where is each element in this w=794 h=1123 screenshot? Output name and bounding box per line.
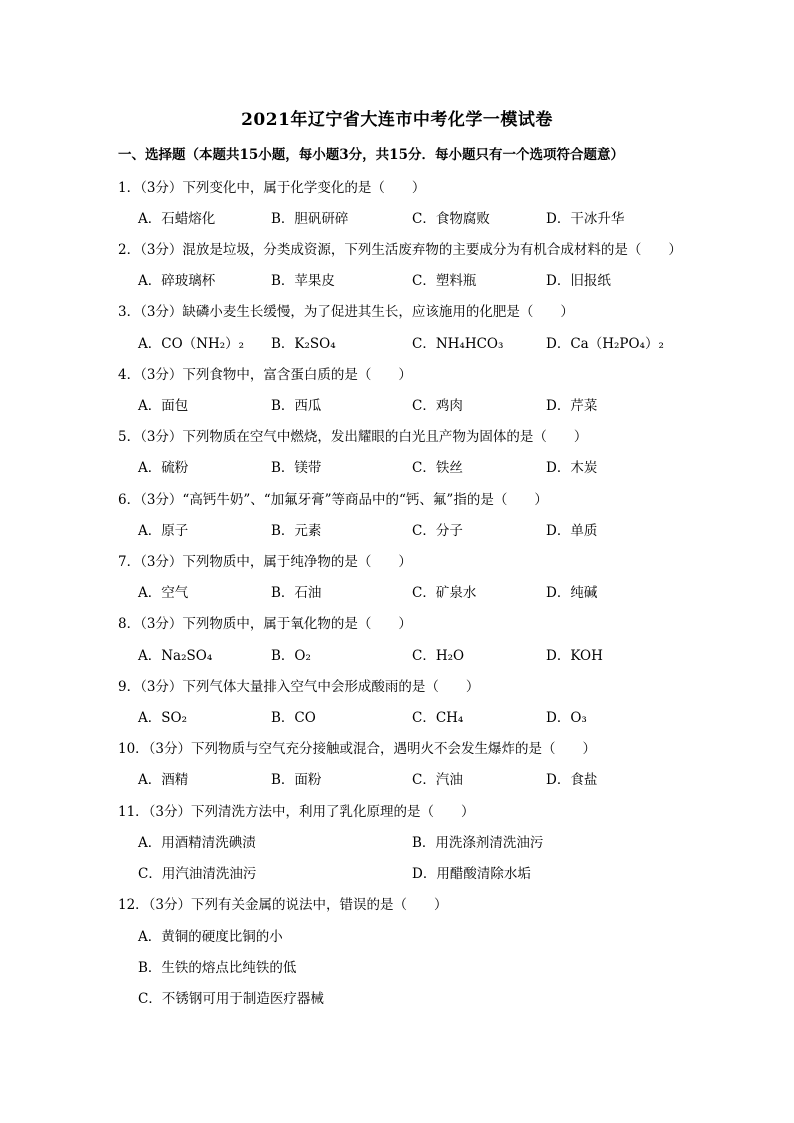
option-c: C．汽油	[412, 772, 463, 788]
question-9-options	[138, 706, 698, 726]
option-b: B．苹果皮	[271, 273, 335, 289]
option-a: A．CO（NH₂）₂	[138, 336, 245, 352]
question-7-options	[138, 581, 698, 601]
option-a: A．SO₂	[138, 710, 187, 726]
option-c: C．NH₄HCO₃	[412, 336, 504, 352]
option-c: C．CH₄	[412, 710, 464, 726]
question-5-options	[138, 456, 698, 476]
option-c: C．不锈钢可用于制造医疗器械	[138, 991, 324, 1007]
option-d: D．O₃	[546, 710, 587, 726]
option-d: D．Ca（H₂PO₄）₂	[546, 336, 664, 352]
option-d: D．食盐	[546, 772, 598, 788]
question-10-options	[138, 768, 698, 788]
question-2: 2．（3分）混放是垃圾，分类成资源，下列生活废弃物的主要成分为有机合成材料的是（ ）	[118, 242, 682, 258]
option-c: C．H₂O	[412, 648, 465, 664]
option-d: D．纯碱	[546, 585, 598, 601]
question-1-options	[138, 207, 698, 227]
question-11-options-row-1	[138, 831, 698, 851]
option-c: C．用汽油清洗油污	[138, 866, 257, 882]
question-5: 5．（3分）下列物质在空气中燃烧，发出耀眼的白光且产物为固体的是（ ）	[118, 429, 588, 445]
question-8: 8．（3分）下列物质中，属于氧化物的是（ ）	[118, 616, 412, 632]
question-11: 11．（3分）下列清洗方法中，利用了乳化原理的是（ ）	[118, 804, 475, 820]
option-b: B．生铁的熔点比纯铁的低	[138, 960, 297, 976]
option-a: A．碎玻璃杯	[138, 273, 216, 289]
option-a: A．空气	[138, 585, 189, 601]
option-d: D．用醋酸清除水垢	[412, 866, 531, 882]
option-d: D．干冰升华	[546, 211, 625, 227]
option-b: B．石油	[271, 585, 322, 601]
option-d: D．木炭	[546, 460, 598, 476]
option-c: C．矿泉水	[412, 585, 477, 601]
page-title: 2021年辽宁省大连市中考化学一模试卷	[241, 110, 553, 130]
option-d: D．KOH	[546, 648, 603, 664]
option-b: B．面粉	[271, 772, 322, 788]
question-6-options	[138, 519, 698, 539]
question-1: 1．（3分）下列变化中，属于化学变化的是（ ）	[118, 180, 426, 196]
option-c: C．铁丝	[412, 460, 463, 476]
option-a: A．面包	[138, 398, 189, 414]
question-6: 6．（3分）“高钙牛奶”、“加氟牙膏”等商品中的“钙、氟”指的是（ ）	[118, 492, 548, 508]
option-b: B．胆矾研碎	[271, 211, 349, 227]
option-b: B．O₂	[271, 648, 311, 664]
question-12: 12．（3分）下列有关金属的说法中，错误的是（ ）	[118, 897, 448, 913]
option-a: A．黄铜的硬度比铜的小	[138, 929, 283, 945]
option-c: C．鸡肉	[412, 398, 463, 414]
question-4-options	[138, 394, 698, 414]
option-b: B．镁带	[271, 460, 322, 476]
option-b: B．西瓜	[271, 398, 322, 414]
question-3-options	[138, 332, 698, 352]
option-a: A．原子	[138, 523, 189, 539]
option-d: D．旧报纸	[546, 273, 611, 289]
option-d: D．芹菜	[546, 398, 598, 414]
option-a: A．酒精	[138, 772, 189, 788]
question-3: 3．（3分）缺磷小麦生长缓慢，为了促进其生长，应该施用的化肥是（ ）	[118, 304, 574, 320]
question-2-options	[138, 269, 698, 289]
question-7: 7．（3分）下列物质中，属于纯净物的是（ ）	[118, 554, 412, 570]
option-c: C．食物腐败	[412, 211, 490, 227]
option-c: C．分子	[412, 523, 463, 539]
option-a: A．硫粉	[138, 460, 189, 476]
option-b: B．K₂SO₄	[271, 336, 336, 352]
question-8-options	[138, 644, 698, 664]
question-9: 9．（3分）下列气体大量排入空气中会形成酸雨的是（ ）	[118, 679, 480, 695]
option-c: C．塑料瓶	[412, 273, 477, 289]
option-a: A．石蜡熔化	[138, 211, 216, 227]
option-b: B．元素	[271, 523, 322, 539]
option-d: D．单质	[546, 523, 598, 539]
section-heading: 一、选择题（本题共15小题，每小题3分，共15分．每小题只有一个选项符合题意）	[118, 147, 624, 163]
option-b: B．用洗涤剂清洗油污	[412, 835, 544, 851]
question-10: 10．（3分）下列物质与空气充分接触或混合，遇明火不会发生爆炸的是（ ）	[118, 741, 597, 757]
option-a: A．Na₂SO₄	[138, 648, 213, 664]
option-b: B．CO	[271, 710, 316, 726]
option-a: A．用酒精清洗碘渍	[138, 835, 256, 851]
question-11-options-row-2	[138, 862, 698, 882]
question-4: 4．（3分）下列食物中，富含蛋白质的是（ ）	[118, 367, 412, 383]
